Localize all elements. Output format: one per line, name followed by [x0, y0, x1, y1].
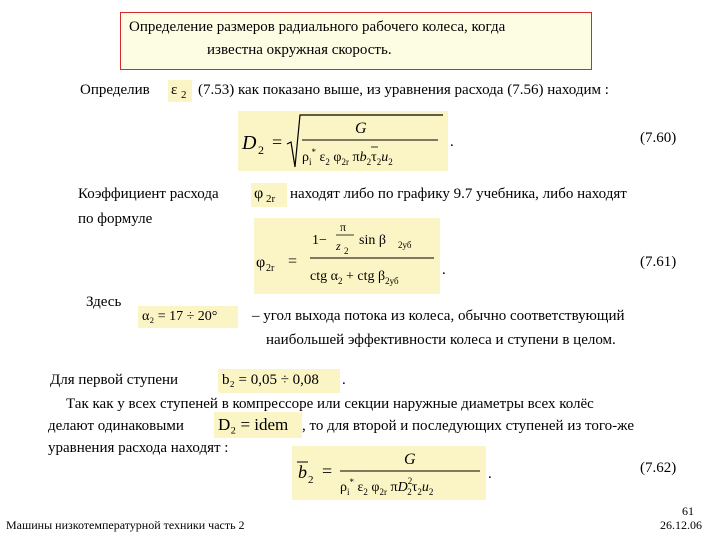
b2-range-box	[218, 369, 340, 393]
eq761-number: (7.61)	[640, 254, 677, 270]
eq760-equals: =	[272, 132, 283, 152]
epsilon-symbol-box	[168, 80, 192, 102]
eq761-sin-beta-sub: 2уб	[398, 240, 412, 250]
title-box	[120, 12, 592, 70]
epsilon-symbol: ε	[171, 82, 178, 98]
title-line-2: известна окружная скорость.	[207, 42, 392, 58]
eq760-number: (7.60)	[640, 130, 677, 146]
para2-line2: по формуле	[78, 211, 153, 227]
eq760-lhs: D	[242, 132, 257, 154]
eq761-period: .	[442, 262, 446, 278]
equation-7-62-graphic	[292, 446, 486, 500]
alpha-formula-box	[138, 306, 238, 328]
eq760-period: .	[450, 134, 454, 150]
eq762-denominator: $\rho_i^*$ $\varepsilon_2$ $\varphi_{2r}$ $\pi D^2$ $2\tau_2u_2$	[340, 476, 434, 497]
phi-symbol: φ	[254, 185, 264, 202]
equation-7-62	[292, 446, 486, 500]
para5-line3: уравнения расхода находят :	[48, 440, 229, 456]
footer-page-number: 61	[682, 504, 694, 518]
para4-prefix: Для первой ступени	[50, 372, 179, 388]
para4-suffix: .	[342, 372, 346, 388]
para5-line2-suffix: , то для второй и последующих ступеней из того-же	[302, 418, 634, 434]
epsilon-subscript: 2	[181, 89, 187, 101]
eq760-numerator: G	[355, 120, 367, 137]
equation-7-60-graphic	[238, 111, 448, 171]
eq762-period: .	[488, 466, 492, 482]
eq761-pi: π	[340, 220, 347, 234]
eq760-denominator: $\rho_i^*$ $\varepsilon_2$ $\varphi_{2r}$ $\pi b_2\tau_2u_2$	[302, 147, 393, 167]
para1-suffix: (7.53) как показано выше, из уравнения расхода (7.56) находим :	[198, 82, 609, 98]
para3-text2: наибольшей эффективности колеса и ступени в целом.	[266, 332, 616, 348]
para2-prefix: Коэффициент расхода	[78, 186, 219, 202]
eq761-equals: =	[288, 253, 298, 270]
para2-suffix: находят либо по графику 9.7 учебника, либо находят	[290, 186, 627, 202]
equation-7-61	[254, 218, 440, 294]
para5-line2-prefix: делают одинаковыми	[48, 418, 184, 434]
d2-idem-formula: D₂ = idem	[218, 415, 289, 434]
eq762-lhs-sub: 2	[308, 474, 314, 486]
eq762-numerator: G	[404, 451, 416, 468]
para3-prefix: Здесь	[86, 294, 122, 310]
eq762-number: (7.62)	[640, 460, 677, 476]
b2-range-formula: b₂ = 0,05 ÷ 0,08	[222, 372, 319, 388]
eq761-lhs-sub: 2r	[266, 263, 275, 274]
para5-line1: Так как у всех ступеней в компрессоре или секции наружные диаметры всех колёс	[66, 396, 594, 412]
eq761-lhs: φ	[256, 254, 266, 271]
equation-7-60	[238, 111, 448, 171]
eq761-z: z	[336, 239, 341, 253]
eq761-sin-beta: sin β	[359, 233, 386, 248]
alpha-formula: α₂ = 17 ÷ 20°	[142, 309, 218, 324]
eq761-one-minus: 1−	[312, 233, 327, 248]
eq762-lhs: b	[298, 462, 307, 482]
para3-text1: – угол выхода потока из колеса, обычно соответствующий	[252, 308, 625, 324]
para1-prefix: Определив	[80, 82, 150, 98]
title-line-1: Определение размеров радиального рабочего колеса, когда	[129, 19, 506, 35]
phi-subscript: 2r	[266, 193, 276, 205]
footer-course: Машины низкотемпературной техники часть 2	[6, 518, 245, 532]
eq761-denominator: ctg $\alpha_2$ + ctg $\beta_{2уб}$	[310, 269, 399, 286]
equation-7-61-graphic	[254, 218, 440, 294]
phi-symbol-box	[251, 183, 287, 207]
eq762-equals: =	[322, 461, 333, 481]
eq760-lhs-sub: 2	[258, 143, 264, 157]
eq761-z-sub: 2	[344, 246, 349, 256]
d2-idem-box	[214, 412, 302, 438]
footer-date: 26.12.06	[660, 518, 702, 532]
